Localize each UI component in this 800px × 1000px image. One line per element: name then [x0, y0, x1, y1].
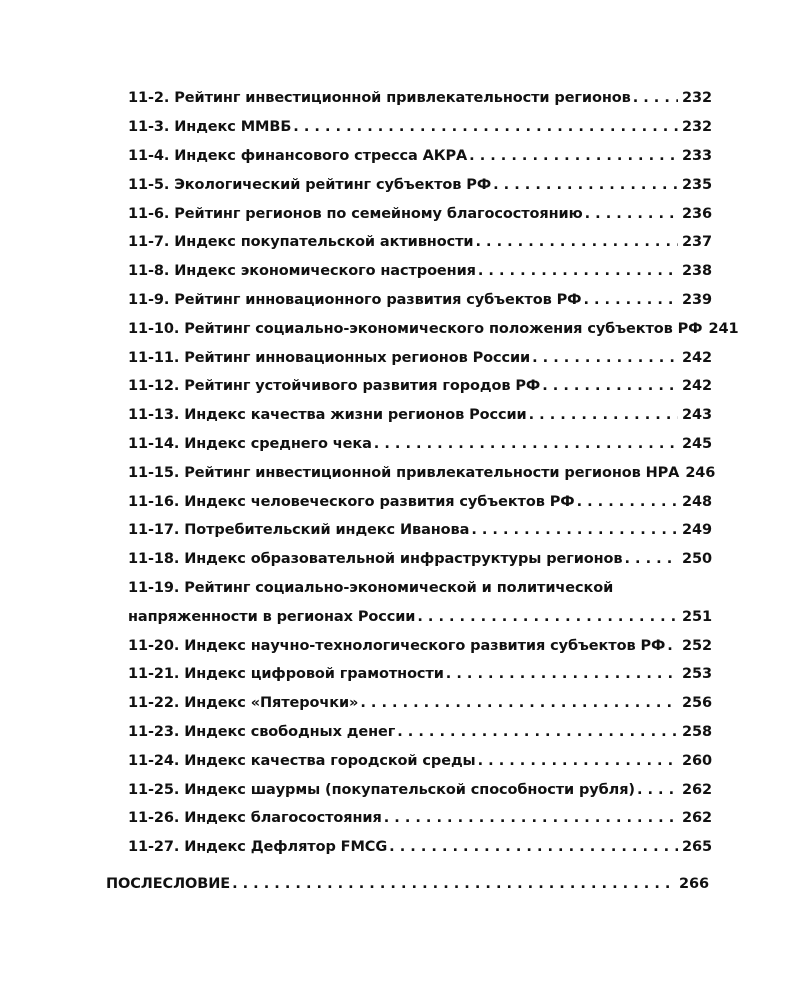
toc-entry-page: 252: [682, 637, 712, 654]
toc-entry-11-21: [128, 660, 712, 689]
toc-entry-11-23: [128, 718, 712, 747]
toc-entry-11-10: [128, 314, 739, 343]
toc-entry-11-22: [128, 689, 712, 718]
toc-entry-title: 11-11. Рейтинг инновационных регионов России: [128, 349, 531, 366]
toc-entry-page: 262: [682, 810, 712, 827]
toc-entry-11-25: [128, 775, 712, 804]
dot-leader: [585, 206, 678, 222]
dot-leader: [417, 609, 678, 625]
toc-entry-page: 249: [682, 522, 712, 539]
dot-leader: [360, 695, 678, 711]
toc-entry-title: 11-15. Рейтинг инвестиционной привлекательности регионов НРА: [128, 464, 680, 481]
dot-leader: [637, 782, 678, 798]
toc-entry-11-16: [128, 487, 712, 516]
toc-entry-afterword: [106, 870, 709, 899]
toc-entry-page: 232: [682, 119, 712, 136]
dot-leader: [532, 350, 678, 366]
toc-entry-title: 11-12. Рейтинг устойчивого развития городов РФ: [128, 378, 541, 395]
toc-entry-title: 11-26. Индекс благосостояния: [128, 810, 382, 827]
toc-entry-11-7: [128, 228, 712, 257]
toc-entry-11-4: [128, 142, 712, 171]
dot-leader: [478, 753, 678, 769]
dot-leader: [446, 666, 678, 682]
dot-leader: [293, 119, 678, 135]
dot-leader: [469, 148, 678, 164]
toc-entry-title: 11-5. Экологический рейтинг субъектов РФ: [128, 176, 492, 193]
toc-entry-page: 250: [682, 551, 712, 568]
toc-entry-title: 11-18. Индекс образовательной инфраструктуры регионов: [128, 551, 623, 568]
toc-entry-title: 11-8. Индекс экономического настроения: [128, 263, 476, 280]
toc-entry-title: 11-10. Рейтинг социально-экономического положения субъектов РФ: [128, 320, 703, 337]
toc-entry-page: 253: [682, 666, 712, 683]
toc-entry-11-18: [128, 545, 712, 574]
toc-entry-title-continued: напряженности в регионах России: [128, 608, 416, 625]
toc-entry-page: 262: [682, 781, 712, 798]
toc-entry-page: 246: [685, 464, 716, 481]
dot-leader: [475, 234, 678, 250]
toc-entry-title: 11-21. Индекс цифровой грамотности: [128, 666, 444, 683]
toc-entry-page: 251: [682, 608, 712, 625]
dot-leader: [389, 839, 678, 855]
dot-leader: [478, 263, 678, 279]
toc-entry-title: 11-20. Индекс научно-технологического развития субъектов РФ: [128, 637, 666, 654]
dot-leader: [232, 876, 675, 892]
toc-entry-11-15: [128, 458, 716, 487]
toc-entry-page: 242: [682, 349, 712, 366]
toc-entry-11-2: [128, 84, 712, 113]
dot-leader: [577, 494, 678, 510]
toc-entry-title: 11-2. Рейтинг инвестиционной привлекательности регионов: [128, 90, 631, 107]
toc-entry-page: 237: [682, 234, 712, 251]
toc-entry-page: 232: [682, 90, 712, 107]
toc-entry-title: ПОСЛЕСЛОВИЕ: [106, 875, 231, 892]
toc-entry-11-5: [128, 170, 712, 199]
dot-leader: [667, 638, 678, 654]
toc-entry-title: 11-23. Индекс свободных денег: [128, 723, 396, 740]
toc-entry-11-19-line1: [128, 574, 712, 603]
toc-entry-title: 11-6. Рейтинг регионов по семейному благосостоянию: [128, 205, 583, 222]
toc-entry-page: 266: [679, 875, 709, 892]
toc-entry-11-13: [128, 401, 712, 430]
toc-entry-11-3: [128, 113, 712, 142]
toc-entry-11-6: [128, 199, 712, 228]
toc-entry-page: 236: [682, 205, 712, 222]
dot-leader: [397, 724, 678, 740]
toc-entry-title: 11-17. Потребительский индекс Иванова: [128, 522, 470, 539]
dot-leader: [633, 90, 678, 106]
toc-entry-title: 11-19. Рейтинг социально-экономической и политической: [128, 579, 614, 596]
toc-entry-11-9: [128, 286, 712, 315]
toc-entry-title: 11-13. Индекс качества жизни регионов России: [128, 407, 527, 424]
toc-entry-page: 238: [682, 263, 712, 280]
dot-leader: [374, 436, 678, 452]
dot-leader: [542, 378, 678, 394]
dot-leader: [583, 292, 678, 308]
toc-entry-title: 11-27. Индекс Дефлятор FMCG: [128, 839, 388, 856]
toc-entry-11-27: [128, 833, 712, 862]
toc-entry-11-14: [128, 430, 712, 459]
dot-leader: [625, 551, 679, 567]
toc-entry-title: 11-24. Индекс качества городской среды: [128, 752, 476, 769]
table-of-contents: [0, 84, 800, 898]
toc-entry-page: 248: [682, 493, 712, 510]
toc-entry-page: 233: [682, 147, 712, 164]
toc-entry-page: 241: [708, 320, 739, 337]
dot-leader: [471, 522, 678, 538]
dot-leader: [384, 810, 678, 826]
toc-entry-11-24: [128, 746, 712, 775]
toc-entry-title: 11-22. Индекс «Пятерочки»: [128, 695, 359, 712]
toc-entry-11-8: [128, 257, 712, 286]
toc-entry-page: 258: [682, 723, 712, 740]
dot-leader: [493, 177, 678, 193]
toc-entry-title: 11-7. Индекс покупательской активности: [128, 234, 474, 251]
toc-entry-11-11: [128, 343, 712, 372]
toc-entry-page: 256: [682, 695, 712, 712]
toc-entry-page: 242: [682, 378, 712, 395]
toc-entry-11-20: [128, 631, 712, 660]
toc-entry-11-17: [128, 516, 712, 545]
toc-entry-11-26: [128, 804, 712, 833]
toc-entry-title: 11-14. Индекс среднего чека: [128, 435, 372, 452]
toc-entry-page: 260: [682, 752, 712, 769]
toc-entry-page: 265: [682, 839, 712, 856]
toc-entry-11-12: [128, 372, 712, 401]
toc-entry-title: 11-16. Индекс человеческого развития субъектов РФ: [128, 493, 575, 510]
toc-entry-page: 243: [682, 407, 712, 424]
dot-leader: [529, 407, 678, 423]
toc-entry-page: 239: [682, 291, 712, 308]
toc-entry-11-19-line2: [128, 602, 712, 631]
toc-entry-page: 235: [682, 176, 712, 193]
toc-entry-title: 11-9. Рейтинг инновационного развития субъектов РФ: [128, 291, 582, 308]
toc-entry-title: 11-4. Индекс финансового стресса АКРА: [128, 147, 468, 164]
toc-entry-title: 11-25. Индекс шаурмы (покупательской способности рубля): [128, 781, 635, 798]
toc-entry-title: 11-3. Индекс ММВБ: [128, 119, 292, 136]
toc-entry-page: 245: [682, 435, 712, 452]
